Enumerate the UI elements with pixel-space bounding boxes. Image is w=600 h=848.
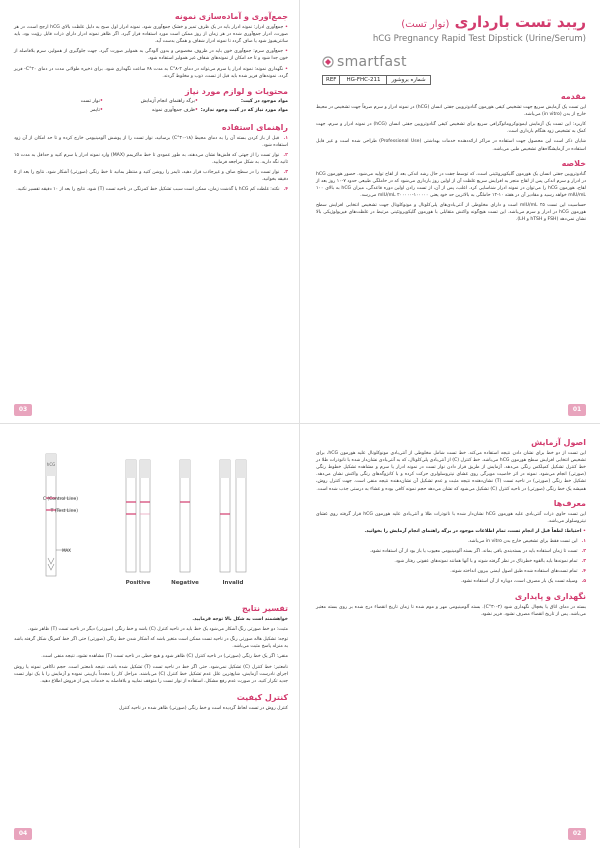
principle-para: این تست از دو خط برای نشان دادن نتیجه استفاده می‌کند. خط تست شامل مخلوطی از آنتی‌بادی مونوکلونال علیه هورمون hCG، برای تشخیص انتخابی افزایش سطح هورمون hCG می‌باشد. خط کنترل (C) از آنتی‌بادی پلی‌کلونال، که به آنتی‌بادی نشان‌دار شده با نانوذرات طلا در خط کنترل تشکیل کمپلکس رنگی می‌دهد. آزمایش از طریق قرار دادن نوار تست در نمونه ادرار یا سرم و مشاهده تشکیل خطوط رنگی (صورتی) انجام می‌شود. نمونه در اثر خاصیت مویرگی روی غشای نیتروسلولزی حرکت کرده و با کانژوگه‌های رنگی واکنش نشان می‌دهد. تشکیل خط رنگی (صورتی) در ناحیه تست (T) نشان‌دهنده نتیجه مثبت و عدم تشکیل آن نشان‌دهنده نتیجه منفی است. جهت کنترل روش، همیشه یک خط رنگی (صورتی) در ناحیه کنترل (C) تشکیل می‌شود که نشان می‌دهد حجم نمونه کافی بوده و غشاء به درستی جذب شده است. [316, 451, 587, 492]
direction-step-3: ۳. نوار تست را در سطح صاف و غیرجاذب قرار دهید، تایمر را روشن کنید و منتظر بمانید تا خط رنگی (صورتی) آشکار شود. نتایج را بعد از ۵ دقیقه بخوانید. [14, 170, 288, 183]
page-number: 01 [568, 404, 586, 416]
page-04-body [14, 604, 288, 715]
materials-provided-list-2 [81, 99, 103, 106]
result-positive: مثبت: دو خط صورتی رنگ آشکار می‌شود یک خط باید در ناحیه کنترل (C) باشد و خط رنگی (صورتی) دیگر در ناحیه تست (T) ظاهر شود. [27, 627, 288, 633]
precaution-4: ۴. تمام تست‌های استفاده شده طبق اصول ایمنی بیرون انداخته شوند. [450, 569, 586, 575]
materials-provided-label: مواد موجود در کیت: [241, 98, 288, 104]
strip-invalid-2 [236, 460, 246, 572]
qc-heading: کنترل کیفیت [236, 692, 288, 702]
intro-para-2: کاربرد: این تست یک آزمایش ایمونوکروماتوگرافی سریع برای تشخیص کیفی گنادوتروپین جفتی انسان (hCG) در نمونه ادرار و سرم، جهت کمک به تشخیص زود هنگام بارداری است. [316, 122, 586, 135]
precaution-3: ۳. تمام نمونه‌ها باید بالقوه خطرناک در نظر گرفته شوند و با آنها همانند نمونه‌های عفونی رفتار شود. [394, 559, 586, 565]
storage-heading: نگهداری و پایداری [514, 591, 586, 601]
materials-provided-row [14, 99, 288, 106]
intro-heading: مقدمه [560, 92, 586, 101]
materials-provided-list-1 [103, 99, 198, 106]
intro-para-1: این تست یک آزمایش سریع جهت تشخیص کیفی هورمون گنادوتروپین جفتی انسان (hCG) در نمونه ادرار و سرم صرفاً جهت تشخیص در محیط خارج از بدن (in vitro) می‌باشد. [316, 105, 586, 118]
direction-step-1: ۱. قبل از باز کردن بسته آن را به دمای محیط (۱۸-۳۰°C) برسانید، نوار تست را از پوشش آلومینیومی خارج کرده و تا حد امکان از آن زود استفاده شود. [14, 135, 288, 148]
precaution-2: ۲. تست تا زمان استفاده باید در بسته‌بندی باقی بماند. اگر بسته آلومینیومی معیوب یا باز بود از آن استفاده نشود. [369, 549, 586, 555]
result-invalid: نامعتبر: خط کنترل (C) تشکیل نمی‌شود. حتی اگر خط در ناحیه تست (T) تشکیل شده باشد، نتیجه نامعتبر است. حجم ناکافی نمونه یا روش اجرای نادرست آزمایش، شایع‌ترین علل عدم تشکیل خط کنترل (C) می‌باشند. مراحل کار را مجدداً بازبینی نموده و آزمایش را با یک نوار تست جدید تکرار کنید. در صورت عدم رفع مشکل، استفاده از نوار تست را متوقف نمایید و بلافاصله به خدمات پس از فروش اطلاع دهید. [14, 664, 289, 684]
materials-heading: محتویات و لوازم مورد نیاز [185, 86, 288, 96]
materials-required-list-2 [90, 108, 103, 115]
qc-para: کنترل روش در تست لحاظ گردیده است و خط رنگی (صورتی) ظاهر شده در ناحیه کنترل [118, 705, 288, 711]
page-number: 03 [14, 404, 32, 416]
direction-step-4: ۴. نکته: غلظت کم hCG با گذشت زمان، ممکن است سبب تشکیل خط کمرنگی در ناحیه تست (T) شود. نتایج را بعد از ۱۰ دقیقه تفسیر نکنید. [16, 187, 288, 193]
cover-header [311, 14, 586, 44]
page-03-body [14, 12, 288, 197]
ref-box [322, 75, 431, 85]
collection-item-1: • جمع‌آوری ادرار: نمونه ادرار باید در یک ظرف تمیز و خشک جمع‌آوری شود. نمونه ادرار اول صبح به دلیل غلظت بالای hCG ارجح است، در هر صورت، ادرار جمع‌آوری شده در هر زمان از روز ممکن است مورد استفاده قرار گیرد. اگر ظاهر نمونه ادرار دارای ذرات قابل رؤیت بود، باید سانتریفیوژ شود یا صاف گردد تا نمونه ادرار شفاف و همگن بدست آید. [14, 25, 288, 45]
strip-diagram [40, 450, 270, 590]
title-fa: ریبد تست بارداری (نوار تست) [401, 13, 586, 31]
strip-negative [180, 460, 190, 572]
collection-item-3: • نگهداری نمونه: نمونه ادرار یا سرم می‌تواند در دمای ۲-۸°C به مدت ۴۸ ساعت نگهداری شود. برای ذخیره طولانی مدت در دمای ۲۰°C- فریز گردد. نمونه‌های فریز شده باید قبل از تست، ذوب و مخلوط گردند. [14, 66, 288, 79]
summary-para-1: گنادوتروپین جفتی انسان یک هورمون گلیکوپروتئینی است، که توسط جفت در حال رشد اندکی بعد از لقاح تولید می‌شود. حضور هورمون hCG در ادرار و سرم اندکی پس از لقاح منجر به افزایش سریع غلظت آن از اولین روز بارداری می‌شود که در حاملگی طبیعی حدود ۷-۱۰ روز بعد از لقاح، هورمون hCG را می‌توان در نمونه ادرار شناسایی کرد. اغلب، پس از آن، از تست رادن اولین دوره قاعدگی، میزان hCG به بالای ۱۰۰ mIU/mL خواهد رسید و مقادیر آن در هفته ۱۰-۱۲ حاملگی به بالاترین حد خود یعنی ۱۰۰۰۰۰-۲۰۰۰۰۰ mIU/mL می‌رسد. [316, 171, 586, 198]
test-line-label: T (Test Line) [50, 509, 78, 514]
strip-positive-1 [126, 460, 136, 572]
brand-name: smartfast [337, 54, 407, 70]
materials-required-label: مواد مورد نیاز که در کیت وجود ندارد: [200, 107, 288, 113]
list-item: • ظرف جمع‌آوری نمونه [103, 108, 198, 113]
page-01 [300, 0, 600, 424]
materials-required-row [14, 108, 288, 115]
page-number: 02 [568, 828, 586, 840]
page-02 [300, 424, 600, 848]
result-note: توجه: تشکیل هاله صورتی رنگ در ناحیه تست ممکن است متغیر باشد که آشکار شدن خط رنگی (صورتی) حتی اگر خط کمرنگ شکل گرفته باشد به منزله پاسخ مثبت می‌باشد. [14, 637, 288, 650]
max-label: MAX [62, 548, 71, 553]
result-negative: منفی: اگر یک خط رنگی (صورتی) در ناحیه کنترل (C) ظاهر شود و هیچ خطی در ناحیه تست (T) مشاهده نشود، نتیجه منفی است. [41, 654, 288, 660]
interpretation-intro: خواهشمند است به شکل بالا توجه فرمایید. [192, 617, 288, 622]
title-en: hCG Pregnancy Rapid Test Dipstick (Urine/Serum) [372, 33, 586, 44]
page-03 [0, 0, 300, 424]
reagents-heading: معرف‌ها [553, 498, 586, 508]
strip-label: hCG [46, 462, 56, 467]
ref-value: HG-FHC-211 [340, 75, 387, 85]
page-04 [0, 424, 300, 848]
principle-heading: اصول آزمایش [531, 438, 586, 447]
brand-logo [322, 54, 407, 70]
page-number: 04 [14, 828, 32, 840]
summary-heading: خلاصه [561, 158, 586, 168]
ref-label: REF [322, 75, 340, 85]
page-02-body [316, 438, 586, 621]
strip-positive-2 [140, 460, 150, 572]
strip-instruction [43, 454, 78, 576]
collection-item-2: • جمع‌آوری سرم: جمع‌آوری خون باید در ظروف مخصوص و بدون آلودگی به همولیز صورت گیرد. جهت جلوگیری از همولیز، سرم بلافاصله از خون جدا شود و تا حد امکان از نمونه‌های شفاف غیر همولیز استفاده شود. [14, 49, 288, 62]
reagents-para: این تست حاوی ذرات آنتی‌بادی علیه هورمون hCG نشان‌دار شده با نانوذرات طلا و آنتی‌بادی علیه هورمون hCG قرار گرفته روی غشای نیتروسلولز می‌باشد. [316, 511, 586, 524]
positive-label: Positive [125, 580, 151, 586]
precautions-intro: • احتیاط: لطفاً قبل از انجام تست، تمام اطلاعات موجود در برگه راهنمای انجام آزمایش را بخوانید. [364, 528, 586, 534]
summary-para-2: حساسیت این تست ۲۵ mIU/mL است و دارای مخلوطی از آنتی‌بادی‌های پلی‌کلونال و مونوکلونال جهت تشخیص انتخابی افزایش سطح هورمون hCG در ادرار و سرم می‌باشد. این تست هیچ‌گونه واکنش متقابلی با هورمون گلیکوپروتئینی مرتبط در غلظت‌های فیزیولوژیکی بالا نشان نمی‌دهد (FSH و hTSH و LH). [316, 203, 586, 223]
list-item: • تایمر [90, 108, 103, 113]
intro-para-3: شایان ذکر است این محصول جهت استفاده در مراکز ارائه‌دهنده خدمات بهداشتی (Professional Use) طراحی شده است و غیر قابل استفاده در آزمایشگاه‌های تشخیص طبی می‌باشد. [316, 139, 586, 152]
precaution-1: ۱. این تست فقط برای تشخیص خارج بدن in vitro می‌باشد. [467, 538, 586, 544]
collection-heading: جمع‌آوری و آماده‌سازی نمونه [174, 12, 288, 21]
directions-heading: راهنمای استفاده [221, 122, 288, 132]
brochure-number-label: شماره بروشور [387, 75, 430, 85]
control-line-label: C (Control Line) [42, 497, 78, 502]
page-01-body [316, 92, 586, 226]
materials-required-list-1 [103, 108, 198, 115]
direction-step-2: ۲. نوار تست را از جهتی که فلش‌ها نشان می‌دهند، به طور عمودی تا خط ماکزیمم (MAX) وارد نمونه ادرار یا سرم کنید و حداقل به مدت ۱۵ ثانیه نگه دارید. به شکل مراجعه فرمایید. [14, 152, 288, 166]
storage-para: بسته در دمای اتاق یا یخچال نگهداری شود (۲-۳۰°C). بسته آلومینیومی مهر و موم شده تا زمان تاریخ انقضاء درج شده بر روی بسته معتبر می‌باشد. پس از تاریخ انقضاء مصرف نشود. فریز نشود. [316, 604, 586, 617]
brand-mark-icon [322, 56, 334, 68]
list-item: • برگه راهنمای انجام آزمایش [103, 99, 198, 104]
invalid-label: Invalid [222, 580, 244, 586]
list-item: • نوار تست [81, 99, 103, 104]
precaution-5: ۵. وسیله تست یک بار مصرف است، دوباره از آن استفاده نشود. [460, 579, 586, 585]
interpretation-heading: تفسیر نتایج [242, 604, 288, 613]
negative-label: Negative [171, 580, 199, 586]
strip-invalid-1 [220, 460, 230, 572]
